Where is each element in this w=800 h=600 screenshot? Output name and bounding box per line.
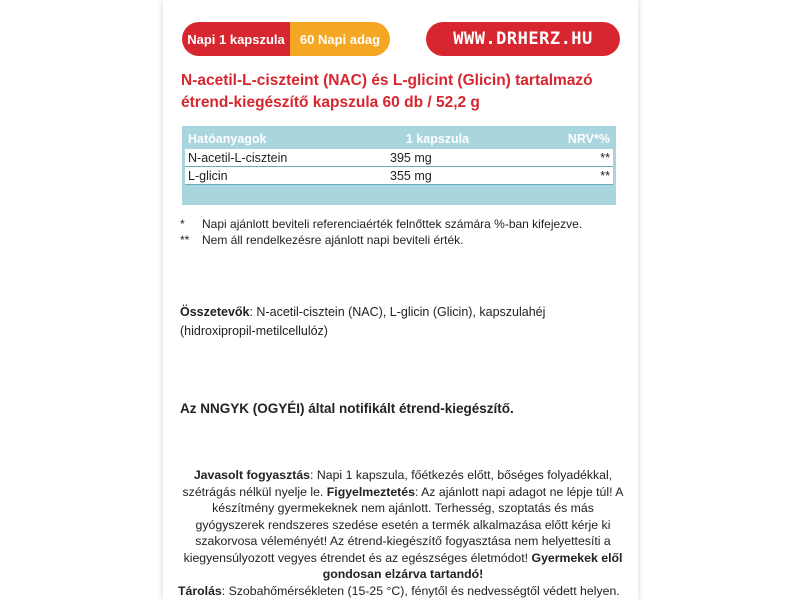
ingredients-section xyxy=(180,303,620,341)
usage-section xyxy=(178,467,628,599)
ingredient-nrv: ** xyxy=(600,150,610,165)
footnote-text: Nem áll rendelkezésre ajánlott napi beviteli érték. xyxy=(202,233,464,247)
ingredient-amount: 395 mg xyxy=(390,150,432,165)
footnote xyxy=(180,232,620,248)
table-header xyxy=(185,129,613,149)
header-active-ingredients: Hatóanyagok xyxy=(188,132,267,146)
website-badge: WWW.DRHERZ.HU xyxy=(426,22,620,56)
ingredients-label: Összetevők xyxy=(180,305,250,319)
header-nrv: NRV*% xyxy=(567,132,610,146)
title-line-2: étrend-kiegészítő kapszula 60 db / 52,2 g xyxy=(181,94,480,111)
dosage-pill xyxy=(182,22,390,56)
footnotes xyxy=(180,216,620,248)
daily-count-badge: 60 Napi adag xyxy=(290,22,390,56)
footnote xyxy=(180,216,620,232)
usage-label: Javasolt fogyasztás xyxy=(193,468,311,482)
ingredient-nrv: ** xyxy=(600,168,610,183)
daily-dose-badge: Napi 1 kapszula xyxy=(182,22,290,56)
footnote-mark: ** xyxy=(180,233,190,247)
children-warning: Gyermekek elől gondosan elzárva tartandó! xyxy=(322,550,623,581)
ingredient-name: L-glicin xyxy=(188,168,228,183)
table-row xyxy=(185,167,613,185)
storage-label: Tárolás xyxy=(178,583,222,598)
ingredient-name: N-acetil-L-cisztein xyxy=(188,150,288,165)
notification-statement: Az NNGYK (OGYÉI) által notifikált étrend-kiegészítő. xyxy=(180,401,514,416)
title-line-1: N-acetil-L-ciszteint (NAC) és L-glicint (Glicin) tartalmazó xyxy=(181,72,593,89)
warning-label: Figyelmeztetés xyxy=(326,484,415,499)
table-row xyxy=(185,149,613,167)
footnote-mark: * xyxy=(180,217,185,231)
storage-line xyxy=(178,583,628,600)
ingredients-text: : N-acetil-cisztein (NAC), L-glicin (Glicin), kapszulahéj (hidroxipropil-metilcellulóz) xyxy=(180,305,546,338)
storage-text: : Szobahőmérsékleten (15-25 °C), fénytől és nedvességtől védett helyen. xyxy=(221,583,620,598)
header-per-capsule: 1 kapszula xyxy=(405,132,470,146)
warning-text: : Az ajánlott napi adagot ne lépje túl! A készítmény gyermekeknek nem ajánlott. Terhesség, szoptatás és más gyógyszerek rendszeres szedése esetén a termék alkalmazása előtt kérje ki szakorvosa véleményét! Az étrend-kiegészítő fogyasztása nem helyettesíti a kiegyensúlyozott vegyes étrendet és az egészséges életmódot! xyxy=(183,484,624,565)
product-title xyxy=(181,70,621,114)
footnote-text: Napi ajánlott beviteli referenciaérték felnőttek számára %-ban kifejezve. xyxy=(202,217,583,231)
ingredient-amount: 355 mg xyxy=(390,168,432,183)
nutrition-table xyxy=(182,126,616,205)
usage-text: : Napi 1 kapszula, főétkezés előtt, bőséges folyadékkal, szétrágás nélkül nyelje le. xyxy=(182,468,613,499)
